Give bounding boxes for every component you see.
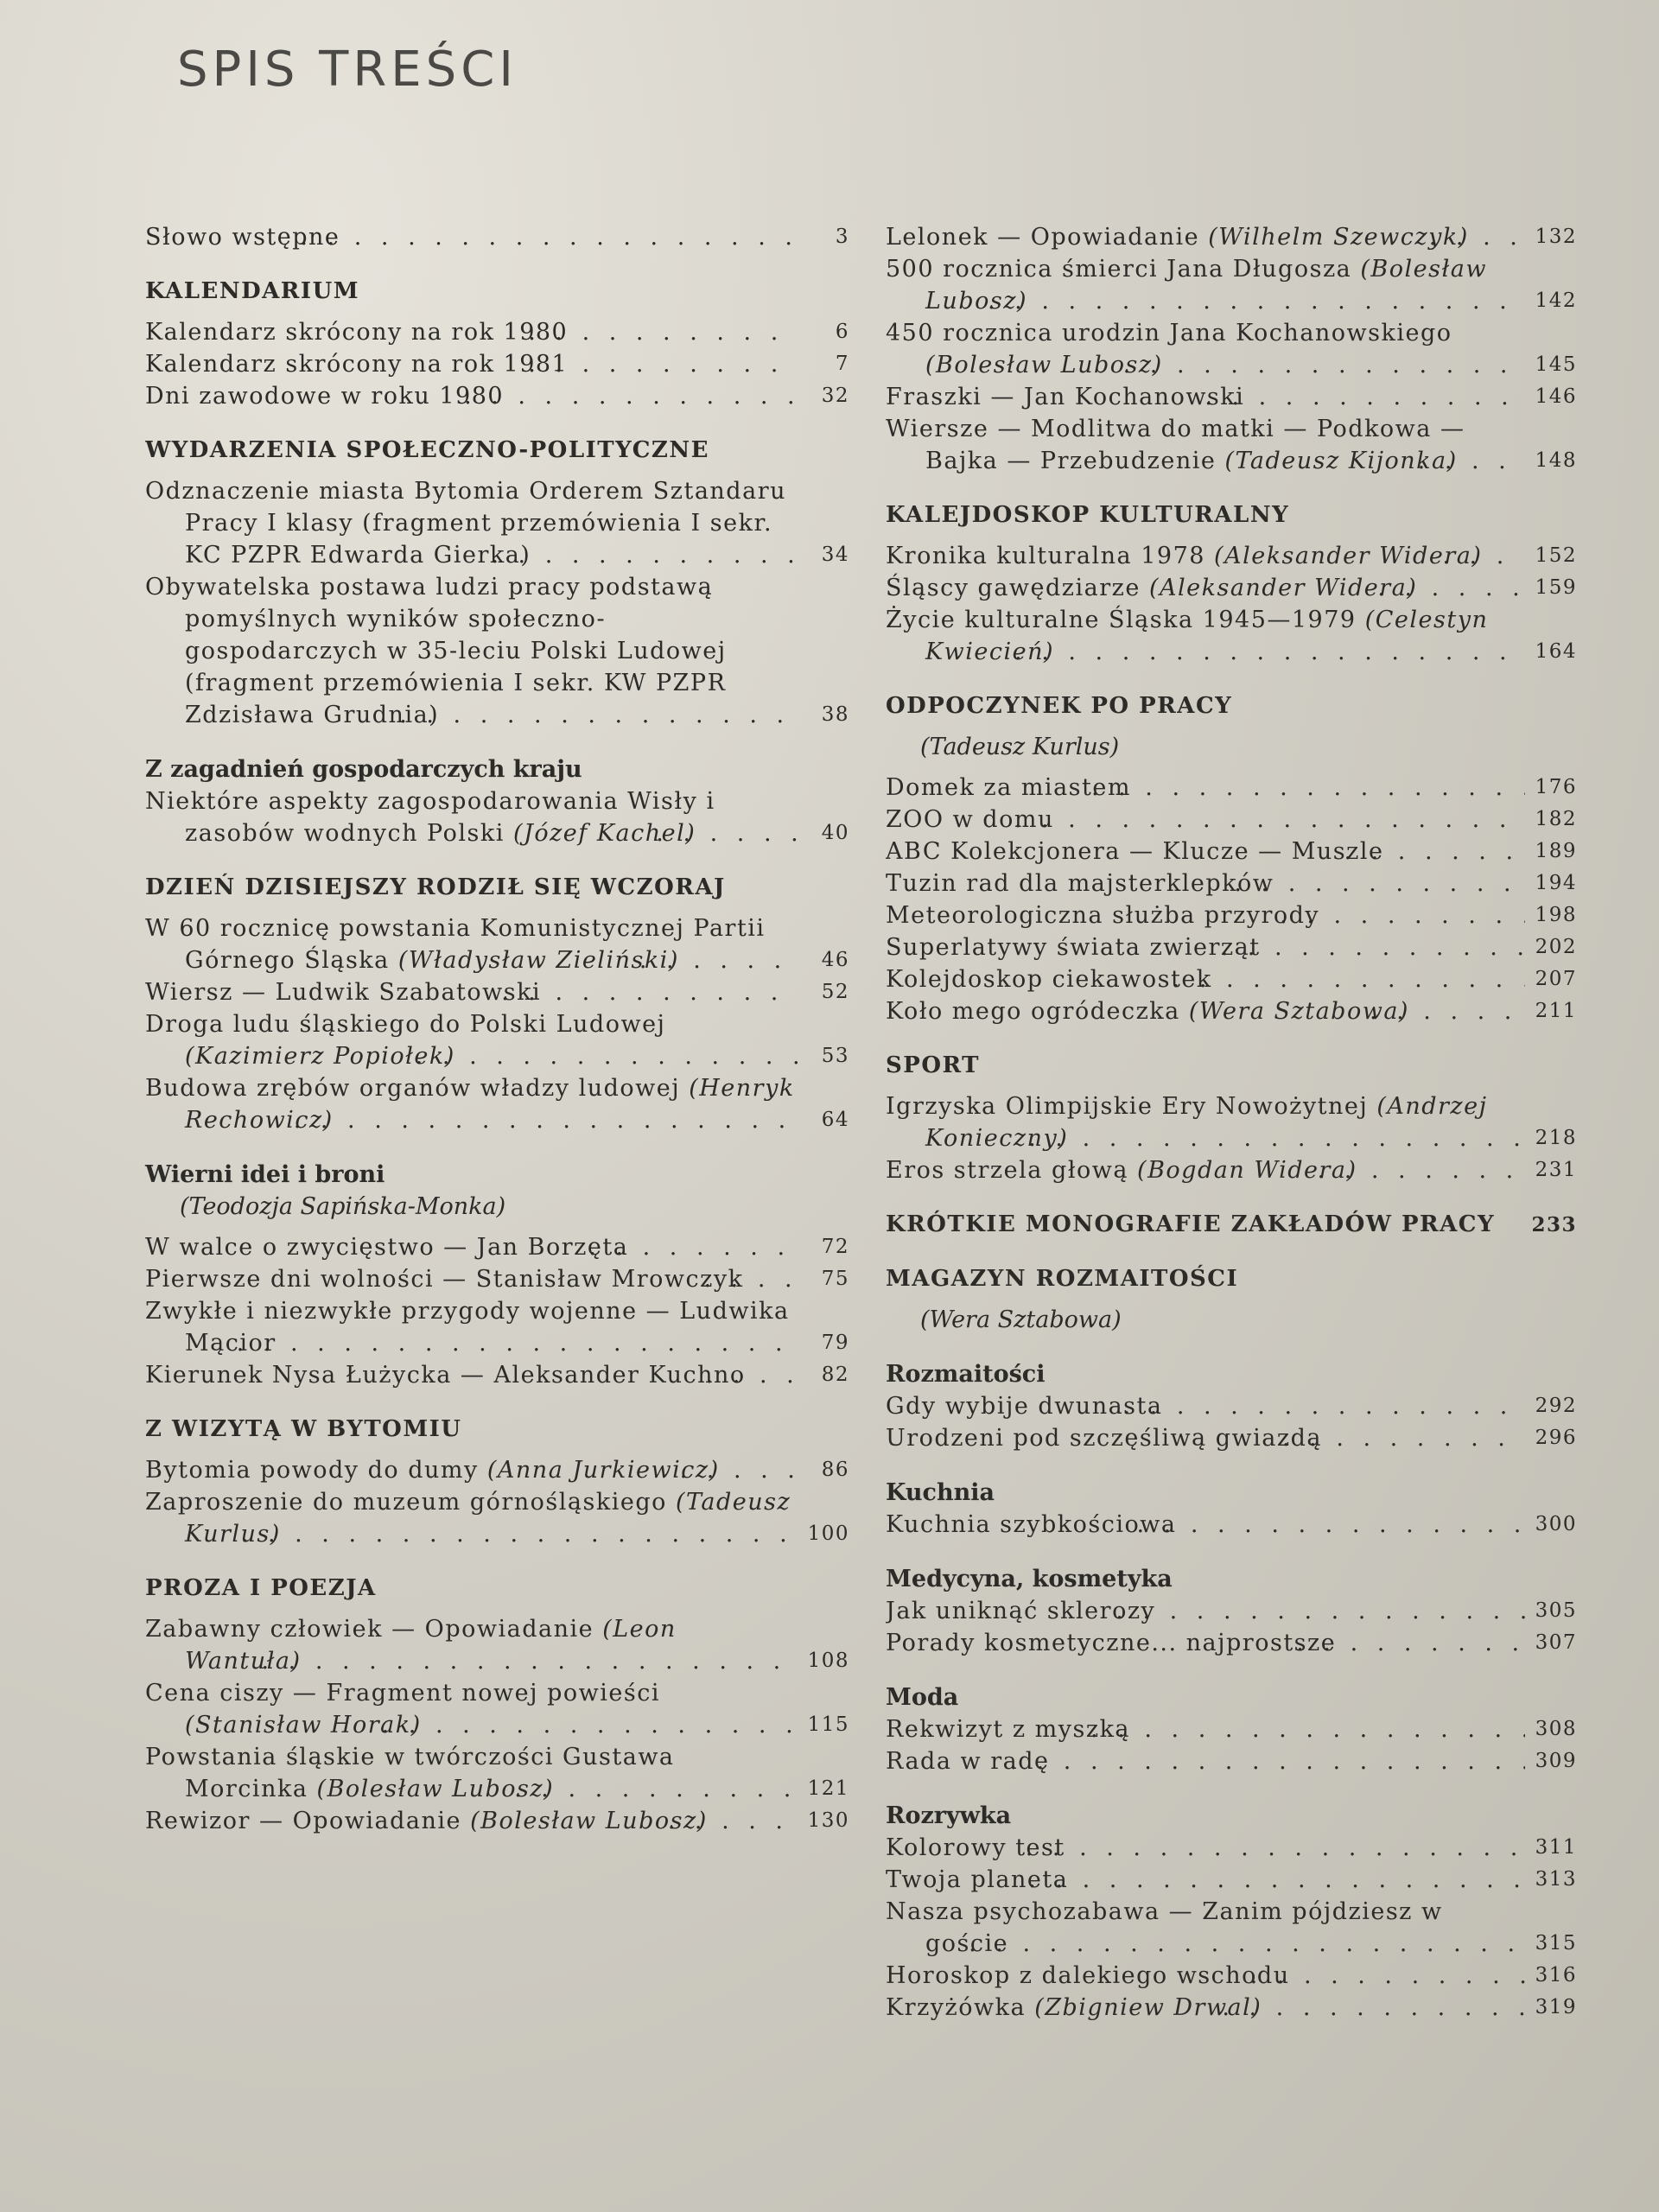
page-number: 319 <box>1535 1996 1577 2018</box>
entry-title-text: Kronika kulturalna 1978 <box>886 543 1205 569</box>
page-number: 233 <box>1531 1213 1577 1236</box>
entry-author: (Władysław Zieliński) <box>397 947 679 974</box>
entry-title <box>145 1805 798 1837</box>
toc-section <box>886 499 1577 668</box>
entry-author: (Wilhelm Szewczyk) <box>1208 224 1469 251</box>
entry-title <box>145 316 798 348</box>
page-number: 189 <box>1535 840 1577 862</box>
page-number: 308 <box>1535 1718 1577 1740</box>
page-number: 315 <box>1535 1932 1577 1955</box>
page-number: 296 <box>1535 1427 1577 1449</box>
toc-entry <box>145 1805 849 1837</box>
toc-entry <box>145 785 849 849</box>
entry-title <box>886 604 1525 668</box>
entry-title <box>145 785 798 849</box>
toc-entry <box>886 1864 1577 1896</box>
toc-left-column <box>145 221 849 1859</box>
toc-entry <box>145 1295 849 1359</box>
entry-title <box>886 772 1525 804</box>
toc-entry <box>886 1627 1577 1659</box>
entry-author: (Aleksander Widera) <box>1214 543 1483 569</box>
toc-entry <box>145 1008 849 1072</box>
toc-section <box>145 276 849 412</box>
page-number: 292 <box>1535 1395 1577 1417</box>
section-heading-text: DZIEŃ DZISIEJSZY RODZIŁ SIĘ WCZORAJ <box>145 874 726 900</box>
entry-title-text: Kolorowy test <box>886 1834 1065 1861</box>
page-number: 82 <box>821 1363 849 1386</box>
subsection-heading: Rozmaitości <box>886 1361 1046 1388</box>
entry-title-text: Gdy wybije dwunasta <box>886 1393 1163 1420</box>
page-number: 115 <box>807 1713 849 1736</box>
entry-title-text: Twoja planeta <box>886 1866 1069 1893</box>
entry-title-text: Pierwsze dni wolności — Stanisław Mrowczyk <box>145 1266 744 1293</box>
entry-title <box>886 963 1525 995</box>
toc-section <box>145 435 849 731</box>
entry-title <box>145 1486 798 1550</box>
toc-entry <box>145 348 849 380</box>
section-author: (Wera Sztabowa) <box>920 1306 1122 1333</box>
entry-title <box>886 995 1525 1027</box>
toc-entry <box>145 912 849 976</box>
entry-title-text: Powstania śląskie w twórczości Gustawa Morcinka <box>145 1744 675 1802</box>
entry-title <box>886 899 1525 931</box>
page-number: 146 <box>1535 385 1577 408</box>
entry-author: (Aleksander Widera) <box>1148 575 1418 601</box>
entry-title-text: Rewizor — Opowiadanie <box>145 1808 462 1834</box>
entry-title-text: Rada w radę <box>886 1748 1050 1775</box>
entry-title <box>886 836 1525 868</box>
toc-section <box>886 1477 1577 1541</box>
entry-title-text: ZOO w domu <box>886 806 1054 833</box>
section-heading <box>886 690 1577 722</box>
entry-title <box>145 221 798 253</box>
entry-title-text: Dni zawodowe w roku 1980 <box>145 383 505 410</box>
entry-title-text: Eros strzela głową <box>886 1157 1128 1184</box>
page-number: 311 <box>1535 1836 1577 1859</box>
page-number: 182 <box>1535 808 1577 830</box>
toc-entry <box>145 1072 849 1136</box>
entry-title-text: ABC Kolekcjonera — Klucze — Muszle <box>886 838 1384 865</box>
section-author: (Teodozja Sapińska-Monka) <box>180 1193 506 1220</box>
entry-title-text: Urodzeni pod szczęśliwą gwiazdą <box>886 1425 1322 1452</box>
entry-title-text: Domek za miastem <box>886 774 1131 801</box>
entry-title <box>886 1896 1525 1960</box>
entry-title-text: Meteorologiczna służba przyrody <box>886 902 1320 929</box>
entry-author: (Bogdan Widera) <box>1137 1157 1357 1184</box>
entry-author: (Bolesław Lubosz) <box>925 352 1163 378</box>
page-number: 121 <box>807 1777 849 1800</box>
entry-title <box>886 221 1525 253</box>
page-number: 202 <box>1535 936 1577 958</box>
page-number: 194 <box>1535 872 1577 894</box>
entry-title-text: W walce o zwycięstwo — Jan Borzęta <box>145 1234 629 1261</box>
entry-author: (Leon Wantuła) <box>185 1616 677 1675</box>
section-heading <box>145 1573 849 1605</box>
entry-title <box>145 1359 798 1391</box>
subsection-heading: Z zagadnień gospodarczych kraju <box>145 756 582 783</box>
entry-title-text: Horoskop z dalekiego wschodu <box>886 1962 1290 1989</box>
entry-title-text: Kalendarz skrócony na rok 1981 <box>145 351 569 378</box>
toc-entry <box>886 1832 1577 1864</box>
page-number: 130 <box>807 1809 849 1832</box>
entry-title <box>145 1072 798 1136</box>
entry-author: (Wera Sztabowa) <box>1188 998 1409 1025</box>
entry-title-text: Koło mego ogródeczka <box>886 998 1180 1025</box>
toc-entry <box>886 772 1577 804</box>
page-number: 218 <box>1535 1127 1577 1149</box>
toc-entry <box>886 317 1577 381</box>
toc-section <box>886 1209 1577 1241</box>
toc-entry <box>886 804 1577 836</box>
page-number: 313 <box>1535 1868 1577 1891</box>
toc-entry <box>886 1509 1577 1541</box>
entry-title <box>886 572 1525 604</box>
page-number: 6 <box>835 321 849 343</box>
entry-title <box>886 1090 1525 1154</box>
page-number: 75 <box>821 1268 849 1290</box>
entry-title <box>886 381 1525 413</box>
page-number: 300 <box>1535 1513 1577 1535</box>
toc-entry <box>145 221 849 253</box>
entry-title-text: Kierunek Nysa Łużycka — Aleksander Kuchno <box>145 1362 746 1389</box>
entry-title-text: Wiersz — Ludwik Szabatowski <box>145 979 542 1006</box>
entry-title <box>886 1745 1525 1777</box>
page-number: 32 <box>821 385 849 407</box>
entry-title-text: Bytomia powody do dumy <box>145 1457 479 1484</box>
page-number: 86 <box>821 1459 849 1481</box>
toc-section <box>886 221 1577 477</box>
toc-entry <box>145 1677 849 1741</box>
toc-entry <box>886 540 1577 572</box>
section-heading-text: SPORT <box>886 1052 980 1078</box>
section-heading-text: Z WIZYTĄ W BYTOMIU <box>145 1416 462 1442</box>
entry-title-text: Lelonek — Opowiadanie <box>886 224 1200 251</box>
entry-title-text: Superlatywy świata zwierząt <box>886 934 1261 961</box>
toc-entry <box>145 316 849 348</box>
page-number: 164 <box>1535 640 1577 663</box>
toc-entry <box>145 380 849 412</box>
section-heading <box>145 1414 849 1446</box>
entry-author: (Bolesław Lubosz) <box>925 256 1487 315</box>
entry-title-text: Krzyżówka <box>886 1994 1027 2021</box>
toc-entry <box>886 1390 1577 1422</box>
entry-title <box>886 1509 1525 1541</box>
entry-title-text: Fraszki — Jan Kochanowski <box>886 384 1245 410</box>
entry-title <box>145 571 798 731</box>
entry-author: (Bolesław Lubosz) <box>470 1808 708 1834</box>
entry-title <box>145 1677 798 1741</box>
toc-entry <box>145 1263 849 1295</box>
entry-title-text: Igrzyska Olimpijskie Ery Nowożytnej <box>886 1093 1369 1120</box>
entry-title-text: Odznaczenie miasta Bytomia Orderem Sztandaru Pracy I klasy (fragment przemówienia I sekr. KC PZPR Edwarda Gierka) <box>145 478 786 569</box>
page-number: 145 <box>1535 353 1577 376</box>
section-heading <box>145 435 849 467</box>
toc-entry <box>145 571 849 731</box>
section-heading-text: PROZA I POEZJA <box>145 1575 377 1601</box>
entry-title <box>886 317 1525 381</box>
toc-section <box>145 872 849 1136</box>
page-number: 176 <box>1535 776 1577 798</box>
section-heading <box>145 872 849 904</box>
toc-entry <box>886 1422 1577 1454</box>
toc-right-column <box>886 221 1577 2046</box>
page-number: 38 <box>821 703 849 726</box>
page-number: 40 <box>821 822 849 844</box>
entry-title-text: Obywatelska postawa ludzi pracy podstawą pomyślnych wyników społeczno-gospodarczych w 35-leciu Polski Ludowej (fragment przemówienia I sekr. KW PZPR Zdzisława Grudnia) <box>145 574 727 728</box>
page-number: 64 <box>821 1109 849 1131</box>
entry-title-text: Życie kulturalne Śląska 1945—1979 <box>886 607 1357 633</box>
subsection-heading: Rozrywka <box>886 1802 1012 1829</box>
section-author: (Tadeusz Kurlus) <box>920 734 1120 760</box>
section-heading-text: KALENDARIUM <box>145 278 360 304</box>
section-heading <box>886 1209 1577 1241</box>
entry-title <box>886 1390 1525 1422</box>
entry-title-text: Niektóre aspekty zagospodarowania Wisły i zasobów wodnych Polski <box>145 788 715 847</box>
toc-entry <box>145 1741 849 1805</box>
entry-title-text: Wiersze — Modlitwa do matki — Podkowa — Bajka — Przebudzenie <box>886 416 1465 474</box>
entry-title <box>886 1992 1525 2024</box>
section-heading-text: KALEJDOSKOP KULTURALNY <box>886 502 1290 528</box>
toc-entry <box>886 995 1577 1027</box>
entry-title-text: Zabawny człowiek — Opowiadanie <box>145 1616 594 1643</box>
entry-title-text: Cena ciszy — Fragment nowej powieści <box>145 1680 660 1707</box>
page-title: SPIS TREŚCI <box>177 41 518 98</box>
entry-title <box>145 348 798 380</box>
toc-section <box>886 1358 1577 1454</box>
toc-section <box>886 1563 1577 1659</box>
entry-title <box>886 1960 1525 1992</box>
entry-title <box>145 1263 798 1295</box>
entry-author: (Kazimierz Popiołek) <box>185 1043 455 1070</box>
toc-section <box>145 1414 849 1550</box>
entry-title-text: Jak uniknąć sklerozy <box>886 1598 1156 1624</box>
entry-title <box>145 475 798 571</box>
page-number: 53 <box>821 1045 849 1067</box>
entry-title <box>886 804 1525 836</box>
section-heading <box>886 1050 1577 1082</box>
page-number: 316 <box>1535 1964 1577 1986</box>
entry-title-text: 500 rocznica śmierci Jana Długosza <box>886 256 1352 283</box>
entry-title <box>145 912 798 976</box>
entry-title-text: Kuchnia szybkościowa <box>886 1511 1177 1538</box>
entry-author: (Anna Jurkiewicz) <box>486 1457 720 1484</box>
entry-title <box>145 1231 798 1263</box>
entry-title-text: Kalendarz skrócony na rok 1980 <box>145 319 569 346</box>
entry-title-text: Słowo wstępne <box>145 224 340 251</box>
entry-title <box>145 976 798 1008</box>
toc-entry <box>886 572 1577 604</box>
entry-title <box>886 1595 1525 1627</box>
page-number: 100 <box>807 1522 849 1545</box>
toc-entry <box>886 963 1577 995</box>
page-number: 3 <box>835 226 849 248</box>
entry-title <box>886 540 1525 572</box>
page-number: 7 <box>835 353 849 375</box>
toc-entry <box>886 1960 1577 1992</box>
toc-entry <box>886 1090 1577 1154</box>
entry-title-text: Droga ludu śląskiego do Polski Ludowej <box>145 1011 666 1038</box>
page-number: 46 <box>821 949 849 971</box>
toc-section <box>886 1050 1577 1186</box>
entry-title <box>145 1454 798 1486</box>
entry-author: (Celestyn Kwiecień) <box>925 607 1489 665</box>
page-number: 132 <box>1535 226 1577 248</box>
subsection-heading: Moda <box>886 1684 959 1711</box>
entry-title <box>886 1713 1525 1745</box>
entry-title <box>886 1154 1525 1186</box>
toc-entry <box>886 221 1577 253</box>
entry-title-text: Rekwizyt z myszką <box>886 1716 1131 1743</box>
page-number: 79 <box>821 1332 849 1354</box>
page-number: 309 <box>1535 1750 1577 1772</box>
toc-entry <box>886 836 1577 868</box>
entry-title <box>145 380 798 412</box>
entry-title-text: Tuzin rad dla majsterklepków <box>886 870 1274 897</box>
entry-title-text: Śląscy gawędziarze <box>886 575 1141 601</box>
toc-section <box>145 1573 849 1837</box>
entry-author: (Stanisław Horak) <box>185 1712 422 1738</box>
toc-entry <box>145 1613 849 1677</box>
entry-title <box>886 413 1525 477</box>
toc-entry <box>886 1896 1577 1960</box>
toc-entry <box>886 1745 1577 1777</box>
toc-entry <box>886 381 1577 413</box>
toc-section <box>886 1681 1577 1777</box>
entry-title-text: Budowa zrębów organów władzy ludowej <box>145 1075 681 1102</box>
toc-entry <box>145 1359 849 1391</box>
page-number: 305 <box>1535 1599 1577 1622</box>
toc-section <box>886 1800 1577 2024</box>
toc-entry <box>886 253 1577 317</box>
toc-entry <box>145 1231 849 1263</box>
entry-title-text: Kolejdoskop ciekawostek <box>886 966 1212 993</box>
entry-title <box>886 1832 1525 1864</box>
entry-title <box>886 1422 1525 1454</box>
toc-entry <box>886 931 1577 963</box>
toc-entry <box>886 1713 1577 1745</box>
entry-author: (Tadeusz Kijonka) <box>1224 448 1458 474</box>
toc-section <box>145 1159 849 1391</box>
section-heading-text: ODPOCZYNEK PO PRACY <box>886 693 1233 719</box>
entry-author: (Józef Kachel) <box>512 820 696 847</box>
section-heading <box>886 499 1577 531</box>
entry-author: (Tadeusz Kurlus) <box>185 1489 791 1548</box>
entry-title <box>886 868 1525 899</box>
section-heading <box>886 1263 1577 1295</box>
toc-section <box>886 1263 1577 1336</box>
entry-title <box>886 1627 1525 1659</box>
entry-title <box>145 1613 798 1677</box>
entry-title <box>886 253 1525 317</box>
page-number: 307 <box>1535 1631 1577 1654</box>
page-number: 72 <box>821 1236 849 1258</box>
toc-entry <box>886 604 1577 668</box>
toc-entry <box>886 868 1577 899</box>
page-number: 148 <box>1535 449 1577 472</box>
section-heading-text: KRÓTKIE MONOGRAFIE ZAKŁADÓW PRACY <box>886 1211 1496 1237</box>
entry-author: (Bolesław Lubosz) <box>316 1776 555 1802</box>
toc-entry <box>145 1486 849 1550</box>
toc-entry <box>145 976 849 1008</box>
entry-title-text: W 60 rocznicę powstania Komunistycznej Partii Górnego Śląska <box>145 915 766 974</box>
page-number: 34 <box>821 543 849 566</box>
entry-title-text: Zaproszenie do muzeum górnośląskiego <box>145 1489 667 1516</box>
page-number: 142 <box>1535 289 1577 312</box>
page-number: 108 <box>807 1649 849 1672</box>
entry-title <box>886 1864 1525 1896</box>
entry-title-text: 450 rocznica urodzin Jana Kochanowskiego <box>886 320 1452 346</box>
subsection-heading: Wierni idei i broni <box>145 1161 385 1188</box>
page-number: 52 <box>821 981 849 1003</box>
section-heading-text: MAGAZYN ROZMAITOŚCI <box>886 1266 1239 1292</box>
page-number: 231 <box>1535 1159 1577 1181</box>
entry-title <box>145 1008 798 1072</box>
toc-entry <box>886 1992 1577 2024</box>
section-heading <box>145 276 849 308</box>
section-heading-text: WYDARZENIA SPOŁECZNO-POLITYCZNE <box>145 437 709 463</box>
page-number: 159 <box>1535 576 1577 599</box>
page-number: 207 <box>1535 968 1577 990</box>
subsection-heading: Kuchnia <box>886 1479 995 1506</box>
toc-entry <box>886 1154 1577 1186</box>
entry-author: (Zbigniew Drwal) <box>1034 1994 1262 2021</box>
toc-section <box>145 753 849 849</box>
toc-entry <box>886 413 1577 477</box>
toc-section <box>886 690 1577 1027</box>
entry-title <box>145 1295 798 1359</box>
entry-title <box>886 931 1525 963</box>
toc-entry <box>145 1454 849 1486</box>
entry-title <box>145 1741 798 1805</box>
toc-section <box>145 221 849 253</box>
entry-title-text: Porady kosmetyczne... najprostsze <box>886 1630 1337 1656</box>
entry-title-text: Nasza psychozabawa — Zanim pójdziesz w goście <box>886 1898 1443 1957</box>
entry-author: (Andrzej Konieczny) <box>925 1093 1488 1152</box>
toc-entry <box>145 475 849 571</box>
entry-title-text: Zwykłe i niezwykłe przygody wojenne — Ludwika Mącior <box>145 1298 790 1357</box>
page-number: 152 <box>1535 544 1577 567</box>
entry-author: (Henryk Rechowicz) <box>185 1075 795 1134</box>
toc-entry <box>886 1595 1577 1627</box>
page-number: 198 <box>1535 904 1577 926</box>
toc-entry <box>886 899 1577 931</box>
page-number: 211 <box>1535 1000 1577 1022</box>
subsection-heading: Medycyna, kosmetyka <box>886 1566 1173 1592</box>
